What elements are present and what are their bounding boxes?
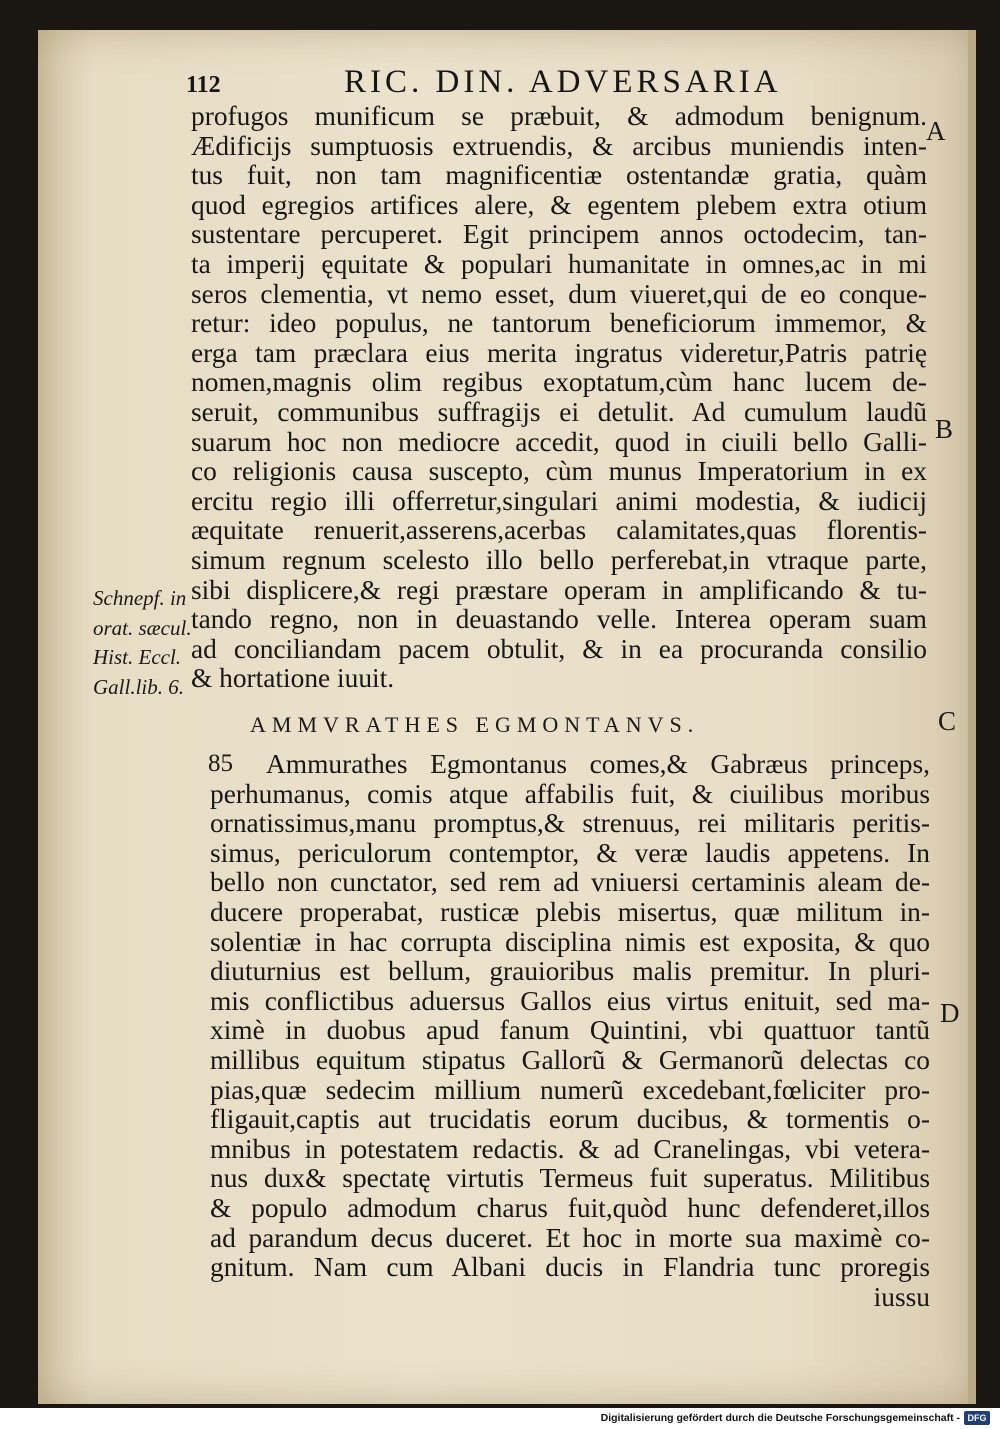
text-line: pias,quæ sedecim millium numerũ excedebant,fœliciter pro- [210, 1075, 930, 1105]
margin-note [93, 584, 205, 702]
text-line: simum regnum scelesto illo bello perferebat,in vtraque parte, [191, 545, 927, 575]
digitization-credit: Digitalisierung gefördert durch die Deutsche Forschungsgemeinschaft - [600, 1412, 960, 1424]
section-letter-b: B [935, 414, 954, 444]
margin-note-line: Schnepf. in [93, 586, 187, 610]
text-line: co religionis causa suscepto, cùm munus Imperatorium in ex [191, 457, 927, 487]
dfg-logo-icon: DFG [964, 1411, 990, 1425]
text-line: & populo admodum charus fuit,quòd hunc defenderet,illos [210, 1193, 930, 1223]
text-line: seruit, communibus suffragijs ei detulit. Ad cumulum laudũ [191, 397, 927, 427]
text-line: suarum hoc non mediocre accedit, quod in ciuili bello Galli- [191, 427, 927, 457]
page-edge [968, 30, 976, 1404]
text-line: retur: ideo populus, ne tantorum beneficiorum immemor, & [191, 309, 927, 339]
margin-note-line: Hist. Eccl. [93, 645, 182, 669]
section-letter-c: C [938, 706, 957, 736]
text-line: bello non cunctator, sed rem ad vniuersi certaminis aleam de- [210, 868, 930, 898]
text-line: Ammurathes Egmontanus comes,& Gabræus princeps, [266, 750, 930, 779]
text-line: & hortatione iuuit. [191, 664, 395, 694]
text-line: solentiæ in hac corrupta disciplina nimis est exposita, & quo [210, 927, 930, 957]
text-line: perhumanus, comis atque affabilis fuit, & ciuilibus moribus [210, 779, 930, 809]
text-line: sibi displicere,& regi præstare operam in amplificando & tu- [191, 575, 927, 605]
text-line: nomen,magnis olim regibus exoptatum,cùm hanc lucem de- [191, 368, 927, 398]
page-header [38, 64, 976, 104]
text-line: fligauit,captis aut trucidatis eorum ducibus, & tormentis o- [210, 1105, 930, 1135]
text-line: nus dux& spectatę virtutis Termeus fuit superatus. Militibus [210, 1164, 930, 1194]
text-line: simus, periculorum contemptor, & veræ laudis appetens. In [210, 838, 930, 868]
text-line: æquitate renuerit,asserens,acerbas calamitates,quas florentis- [191, 516, 927, 546]
text-line: ducere properabat, rusticæ plebis misertus, quæ militum in- [210, 897, 930, 927]
section-letter-d: D [940, 998, 960, 1028]
text-line: sustentare percuperet. Egit principem annos octodecim, tan- [191, 220, 927, 250]
text-line: profugos munificum se præbuit, & admodum benignum. [191, 102, 927, 131]
text-line: gnitum. Nam cum Albani ducis in Flandria tunc proregis [210, 1253, 930, 1283]
section-1-text [191, 102, 927, 694]
text-line: tus fuit, non tam magnificentiæ ostentandæ gratia, quàm [191, 161, 927, 191]
text-line: Ædificijs sumptuosis extruendis, & arcibus muniendis inten- [191, 131, 927, 161]
page-number: 112 [186, 72, 221, 98]
section-2-text [210, 750, 930, 1312]
text-line: ximè in duobus apud fanum Quintini, vbi quattuor tantũ [210, 1016, 930, 1046]
text-line: ercitu regio illi offerretur,singulari animi modestia, & iudicij [191, 486, 927, 516]
text-line: quod egregios artifices alere, & egentem plebem extra otium [191, 190, 927, 220]
footer-bar [0, 1408, 1000, 1429]
paragraph-number: 85 [208, 750, 233, 777]
text-line: ornatissimus,manu promptus,& strenuus, rei militaris peritis- [210, 809, 930, 839]
running-title: RIC. DIN. ADVERSARIA [344, 64, 782, 100]
text-line: ta imperij ęquitate & populari humanitate in omnes,ac in mi [191, 249, 927, 279]
section-letter-a: A [926, 116, 946, 146]
section-heading: AMMVRATHES EGMONTANVS. [250, 712, 700, 737]
text-line: diuturnius est bellum, grauioribus malis premitur. In pluri- [210, 957, 930, 987]
text-line: ad parandum decus duceret. Et hoc in morte sua maximè co- [210, 1223, 930, 1253]
margin-note-line: Gall.lib. 6. [93, 674, 185, 699]
text-line: erga tam præclara eius merita ingratus videretur,Patris patrię [191, 338, 927, 368]
text-line: iussu [873, 1282, 930, 1312]
text-line: seros clementia, vt nemo esset, dum viueret,qui de eo conque- [191, 279, 927, 309]
text-line: tando regno, non in deuastando velle. Interea operam suam [191, 605, 927, 635]
text-line: millibus equitum stipatus Gallorũ & Germanorũ delectas co [210, 1045, 930, 1075]
text-line: mnibus in potestatem redactis. & ad Cranelingas, vbi vetera- [210, 1134, 930, 1164]
text-line: ad conciliandam pacem obtulit, & in ea procuranda consilio [191, 634, 927, 664]
text-line: mis conflictibus aduersus Gallos eius virtus enituit, sed ma- [210, 986, 930, 1016]
margin-note-line: orat. sæcul. [93, 615, 192, 640]
